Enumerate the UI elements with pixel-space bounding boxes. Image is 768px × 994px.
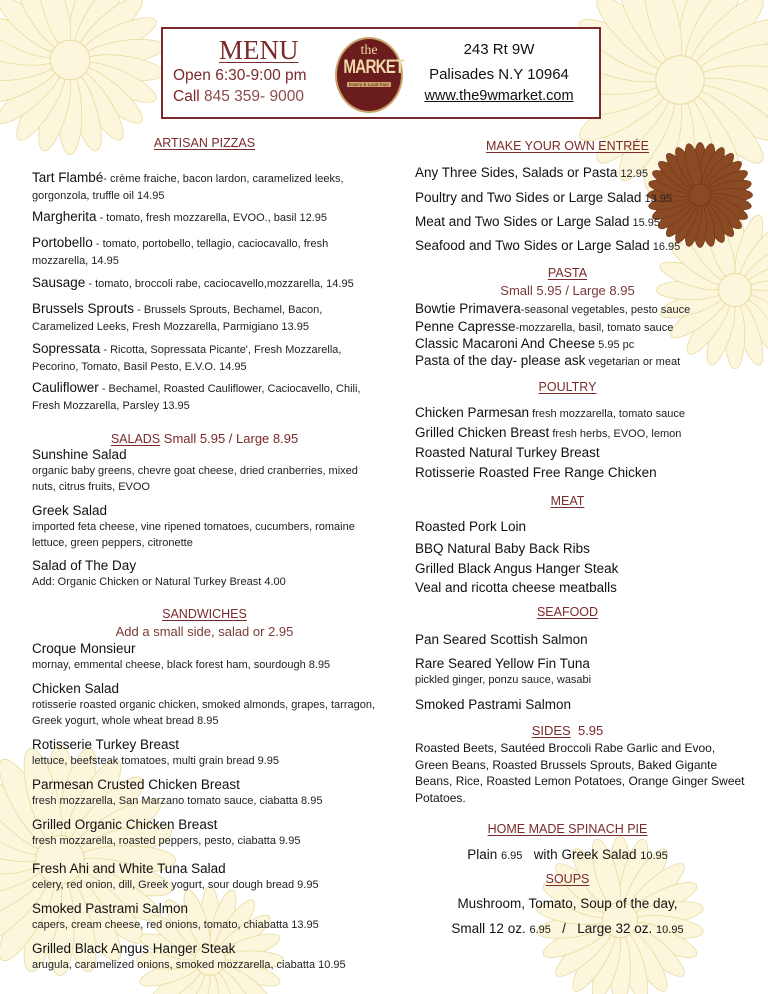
item-name: Grilled Chicken Breast [415,425,550,440]
salads-pricing: Small 5.95 / Large 8.95 [160,431,299,446]
poultry-item [415,445,745,462]
spinach-greek-price: 10.95 [640,850,668,862]
item-description: arugula, caramelized onions, smoked mozzarella, ciabatta 10.95 [32,959,346,971]
soup-varieties: Mushroom, Tomato, Soup of the day, [457,896,678,911]
sandwiches-item [32,941,377,973]
item-description: 16.95 [649,241,681,253]
item-description: - Brussels Sprouts, Bechamel, Bacon, Caramelized Leeks, Fresh Mozzarella, Parmigiano 13.95 [32,304,323,333]
pizzas-item [32,341,377,375]
logo-market: MARKET [343,57,404,78]
meat-heading [415,494,720,508]
menu-title: MENU [219,35,299,65]
item-name: Any Three Sides, Salads or Pasta [415,165,618,180]
sandwiches-subtitle: Add a small side, salad or 2.95 [115,624,294,639]
entree-item [415,165,745,182]
seafood-heading [415,605,720,619]
item-description: 12.95 [617,168,648,180]
item-name: Sopressata [32,341,101,356]
item-name: Roasted Natural Turkey Breast [415,445,600,460]
item-description: Add: Organic Chicken or Natural Turkey Breast 4.00 [32,576,286,588]
item-description: - Bechamel, Roasted Cauliflower, Caciocavello, Chili, Fresh Mozzarella, Parsley 13.95 [32,383,361,412]
item-name: Pan Seared Scottish Salmon [415,632,588,647]
soup-small-price: 6.95 [529,924,551,936]
entree-heading [415,139,720,153]
item-name: Salad of The Day [32,558,137,573]
call-label: Call [173,88,200,105]
opening-hours: Open 6:30-9:00 pm [173,67,307,84]
poultry-heading [415,380,720,394]
soup-separator: / [562,921,566,936]
market-logo [335,37,403,113]
pizzas-heading [32,136,377,150]
item-name: Grilled Black Angus Hanger Steak [415,561,619,576]
item-description: 15.95 [629,217,660,229]
pizzas-item [32,170,377,204]
phone-line [173,88,304,106]
sides-heading [415,723,720,738]
salads-item [32,503,377,551]
item-description: rotisserie roasted organic chicken, smoked almonds, grapes, tarragon, Greek yogurt, whole wheat bread 8.95 [32,699,376,727]
item-name: Smoked Pastrami Salmon [415,697,572,712]
item-name: Meat and Two Sides or Large Salad [415,214,630,229]
entree-item [415,214,745,231]
item-name: Roasted Pork Loin [415,519,527,534]
soup-large-label: Large 32 oz. [577,921,653,936]
spinach-plain-price: 6.95 [501,850,523,862]
item-name: Sausage [32,275,86,290]
meat-title: MEAT [550,494,585,508]
item-name: Margherita [32,209,97,224]
sandwiches-item [32,861,377,893]
pasta-item [415,301,745,318]
salads-title: SALADS [110,432,161,446]
pizzas-title: ARTISAN PIZZAS [153,136,256,150]
item-name: Croque Monsieur [32,641,136,656]
spinach-plain-label: Plain [467,847,498,862]
pasta-title: PASTA [547,266,588,280]
meat-item [415,561,745,578]
item-name: Brussels Sprouts [32,301,135,316]
address-street: 243 Rt 9W [463,41,535,58]
spinach-pie-prices [415,847,720,862]
item-description: fresh mozzarella, San Marzano tomato sauce, ciabatta 8.95 [32,795,323,807]
pasta-item [415,353,745,370]
item-name: Veal and ricotta cheese meatballs [415,580,617,595]
item-name: Classic Macaroni And Cheese [415,336,596,351]
item-description: - Ricotta, Sopressata Picante', Fresh Mozzarella, Pecorino, Tomato, Basil Pesto, E.V.O. 14.95 [32,344,342,373]
poultry-item [415,465,745,482]
item-name: BBQ Natural Baby Back Ribs [415,541,590,556]
item-name: Chicken Salad [32,681,120,696]
sandwiches-item [32,681,377,729]
sandwiches-item [32,901,377,933]
item-description: pickled ginger, ponzu sauce, wasabi [415,674,592,686]
sandwiches-item [32,641,377,673]
pasta-heading [415,266,720,280]
item-description: capers, cream cheese, red onions, tomato, chiabatta 13.95 [32,919,319,931]
item-description: -mozzarella, basil, tomato sauce [515,322,674,334]
entree-title: MAKE YOUR OWN ENTRÉE [486,139,649,153]
item-description: imported feta cheese, vine ripened tomatoes, cucumbers, romaine lettuce, green peppers, citronette [32,521,355,549]
address-city: Palisades N.Y 10964 [429,66,569,83]
pasta-item [415,319,745,336]
sandwiches-title: SANDWICHES [162,607,247,621]
pizzas-item [32,235,377,269]
pizzas-item [32,301,377,335]
poultry-item [415,425,745,442]
meat-item [415,580,745,597]
item-name: Fresh Ahi and White Tuna Salad [32,861,226,876]
seafood-item [415,656,745,688]
item-description: mornay, emmental cheese, black forest ham, sourdough 8.95 [32,659,331,671]
seafood-title: SEAFOOD [536,605,599,619]
item-name: Rotisserie Turkey Breast [32,737,180,752]
item-name: Tart Flambé [32,170,104,185]
logo-tagline: Eatery & Local Fare [347,82,391,87]
sunflower-icon [0,0,165,155]
pasta-subtitle: Small 5.95 / Large 8.95 [500,283,635,298]
item-name: Grilled Black Angus Hanger Steak [32,941,236,956]
item-description: organic baby greens, chevre goat cheese, dried cranberries, mixed nuts, citrus fruits, EVOO [32,465,358,493]
item-description: lettuce, beefsteak tomatoes, multi grain bread 9.95 [32,755,280,767]
item-name: Portobello [32,235,93,250]
soups-title: SOUPS [545,872,590,886]
item-description: 5.95 pc [595,339,635,351]
soup-large-price: 10.95 [656,924,684,936]
item-description: vegetarian or meat [585,356,681,368]
entree-item [415,190,745,207]
pasta-item [415,336,745,353]
meat-item [415,541,745,558]
sides-price: 5.95 [577,723,604,738]
item-description: fresh herbs, EVOO, lemon [549,428,682,440]
item-description: - crème fraiche, bacon lardon, caramelized leeks, gorgonzola, truffle oil 14.95 [32,173,344,202]
salads-item [32,558,377,590]
entree-item [415,238,745,255]
seafood-item [415,632,745,648]
item-description: celery, red onion, dill, Greek yogurt, sour dough bread 9.95 [32,879,319,891]
sides-list: Roasted Beets, Sautéed Broccoli Rabe Garlic and Evoo, Green Beans, Roasted Brussels Sprouts, Baked Gigante Beans, Rice, Roasted Lemon Potatoes, Orange Ginger Sweet Potatoes. [415,741,745,805]
sandwiches-heading [32,607,377,621]
spinach-title: HOME MADE SPINACH PIE [487,822,648,836]
sandwiches-item [32,777,377,809]
logo-the: the [360,43,378,58]
item-description: fresh mozzarella, tomato sauce [529,408,685,420]
item-name: Rotisserie Roasted Free Range Chicken [415,465,657,480]
spinach-heading [415,822,720,836]
item-name: Cauliflower [32,380,99,395]
item-name: Greek Salad [32,503,108,518]
salads-item [32,447,377,495]
item-name: Sunshine Salad [32,447,127,462]
item-name: Pasta of the day- please ask [415,353,586,368]
item-name: Poultry and Two Sides or Large Salad [415,190,642,205]
soups-heading [415,872,720,886]
sides-title: SIDES [531,723,571,738]
website-link[interactable]: www.the9wmarket.com [424,88,574,104]
sandwiches-item [32,737,377,769]
item-name: Parmesan Crusted Chicken Breast [32,777,240,792]
item-description: - tomato, portobello, tellagio, caciocavallo, fresh mozzarella, 14.95 [32,238,329,267]
spinach-greek-label: with Greek Salad [533,847,637,862]
pizzas-item [32,275,377,292]
item-name: Bowtie Primavera [415,301,521,316]
poultry-item [415,405,745,422]
item-description: -seasonal vegetables, pesto sauce [520,304,691,316]
item-description: 13.95 [641,193,672,205]
item-description: - tomato, fresh mozzarella, EVOO., basil 12.95 [96,212,328,224]
soup-small-label: Small 12 oz. [451,921,526,936]
seafood-item [415,697,745,713]
menu-header [161,27,601,119]
salads-heading [32,431,377,446]
item-name: Rare Seared Yellow Fin Tuna [415,656,590,671]
item-name: Chicken Parmesan [415,405,530,420]
item-description: fresh mozzarella, roasted peppers, pesto, ciabatta 9.95 [32,835,301,847]
item-name: Grilled Organic Chicken Breast [32,817,218,832]
phone-number[interactable]: 845 359- 9000 [204,88,304,105]
item-name: Smoked Pastrami Salmon [32,901,189,916]
item-name: Penne Capresse [415,319,516,334]
meat-item [415,519,745,536]
pizzas-item [32,380,377,414]
item-name: Seafood and Two Sides or Large Salad [415,238,650,253]
item-description: - tomato, broccoli rabe, caciocavello,mozzarella, 14.95 [85,278,354,290]
poultry-title: POULTRY [538,380,597,394]
sandwiches-item [32,817,377,849]
soup-prices [415,921,720,936]
pizzas-item [32,209,377,226]
